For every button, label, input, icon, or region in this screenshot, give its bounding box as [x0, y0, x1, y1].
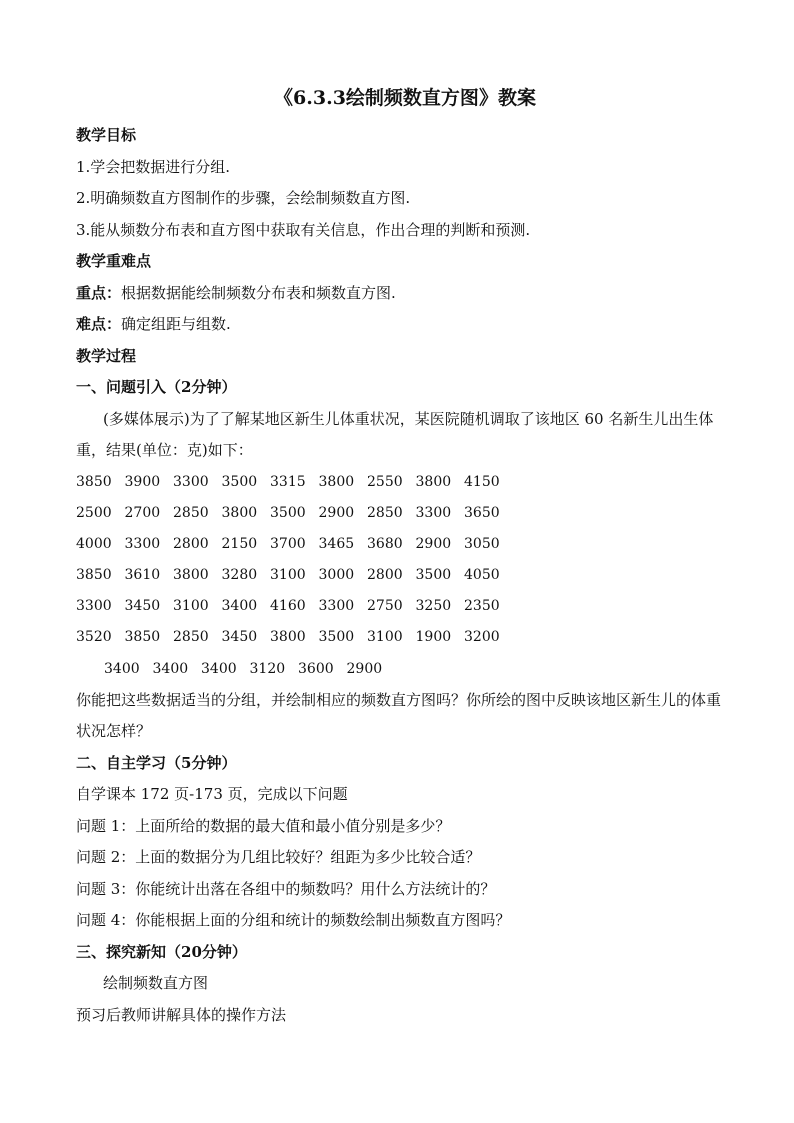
data-cell: 1900: [415, 629, 452, 646]
data-cell: 3900: [124, 473, 161, 490]
data-cell: 3850: [76, 473, 112, 490]
data-cell: 2900: [346, 660, 383, 677]
key-point-text: 根据数据能绘制频数分布表和频数直方图.: [121, 283, 396, 302]
section3-subtitle: 绘制频数直方图: [103, 974, 209, 993]
question-1: 问题 1：上面所给的数据的最大值和最小值分别是多少？: [76, 816, 451, 835]
data-cell: 3120: [249, 660, 286, 677]
data-cell: 3610: [124, 567, 161, 584]
process-heading: 教学过程: [76, 346, 137, 365]
data-cell: 3100: [270, 567, 306, 584]
goals-heading: 教学目标: [76, 126, 137, 144]
data-cell: 3000: [318, 567, 355, 584]
data-cell: 3800: [318, 473, 355, 490]
data-cell: 3700: [270, 535, 306, 552]
difficult-point-text: 确定组距与组数.: [121, 315, 231, 333]
data-cell: 2150: [221, 535, 258, 552]
data-row: [76, 591, 726, 622]
document-page: [76, 84, 726, 1031]
section1-heading: 一、问题引入（2分钟）: [76, 378, 237, 396]
data-cell: 2800: [367, 567, 403, 584]
data-cell: 2550: [367, 473, 403, 490]
data-cell: 2350: [464, 598, 500, 615]
section1-intro: (多媒体展示)为了了解某地区新生儿体重状况，某医院随机调取了该地区 60 名新生儿出生体重，结果(单位：克)如下：: [76, 409, 714, 459]
data-cell: 3500: [415, 567, 452, 584]
goal-item-2: 2.明确频数直方图制作的步骤，会绘制频数直方图.: [76, 189, 411, 207]
data-cell: 2800: [173, 535, 209, 552]
data-cell: 3465: [318, 535, 355, 552]
data-cell: 3300: [415, 504, 452, 521]
data-cell: 2500: [76, 504, 112, 521]
keypoints-heading: 教学重难点: [76, 252, 152, 270]
data-cell: 3250: [415, 598, 452, 615]
difficult-point-line: [76, 309, 726, 341]
data-row: [76, 529, 726, 560]
data-cell: 3850: [76, 567, 112, 584]
data-row: [76, 622, 726, 653]
data-cell: 3400: [104, 660, 140, 677]
data-row: [76, 560, 726, 591]
key-point-line: [76, 278, 726, 310]
data-cell: 2850: [173, 629, 209, 646]
data-cell: 3800: [173, 567, 209, 584]
data-cell: 3400: [221, 598, 258, 615]
difficult-point-label: 难点：: [76, 315, 122, 333]
data-cell: 3800: [415, 473, 452, 490]
data-cell: 3450: [221, 629, 258, 646]
data-cell: 4050: [464, 567, 500, 584]
data-cell: 3680: [367, 535, 403, 552]
section2-heading: 二、自主学习（5分钟）: [76, 753, 237, 772]
data-cell: 4000: [76, 535, 112, 552]
data-cell: 3300: [173, 473, 209, 490]
data-cell: 3500: [221, 473, 258, 490]
section2-intro: 自学课本 172 页-173 页，完成以下问题: [76, 785, 348, 804]
data-cell: 2700: [124, 504, 161, 521]
data-cell: 2850: [367, 504, 403, 521]
data-cell: 3300: [76, 598, 112, 615]
goal-item-3: 3.能从频数分布表和直方图中获取有关信息，作出合理的判断和预测.: [76, 220, 531, 239]
data-cell: 3400: [201, 660, 237, 677]
data-cell: 3100: [173, 598, 209, 615]
goal-item-1: 1.学会把数据进行分组.: [76, 157, 231, 176]
data-cell: 2850: [173, 504, 209, 521]
data-cell: 4150: [464, 473, 500, 490]
data-cell: 3200: [464, 629, 500, 646]
data-cell: 3500: [270, 504, 306, 521]
data-cell: 3650: [464, 504, 500, 521]
data-row: [76, 498, 726, 529]
key-point-label: 重点：: [76, 283, 122, 302]
data-cell: 2750: [367, 598, 403, 615]
data-row: [76, 467, 726, 498]
data-cell: 3450: [124, 598, 161, 615]
data-cell: 2900: [415, 535, 452, 552]
data-cell: 3050: [464, 535, 500, 552]
data-cell: 3600: [298, 660, 334, 677]
data-cell: 3500: [318, 629, 355, 646]
data-cell: 2900: [318, 504, 355, 521]
data-cell: 3800: [270, 629, 306, 646]
birth-weight-data-table: [76, 467, 726, 685]
data-cell: 3315: [270, 473, 306, 490]
document-title: 《6.3.3绘制频数直方图》教案: [274, 87, 536, 109]
section3-text: 预习后教师讲解具体的操作方法: [76, 1005, 287, 1024]
data-cell: 3800: [221, 504, 258, 521]
data-cell: 3520: [76, 629, 112, 646]
data-cell: 3100: [367, 629, 403, 646]
data-cell: 3850: [124, 629, 161, 646]
section1-question: 你能把这些数据适当的分组，并绘制相应的频数直方图吗？你所绘的图中反映该地区新生儿的体重状况怎样？: [76, 690, 722, 741]
question-2: 问题 2：上面的数据分为几组比较好？组距为多少比较合适？: [76, 848, 481, 867]
data-cell: 3400: [152, 660, 189, 677]
question-4: 问题 4：你能根据上面的分组和统计的频数绘制出频数直方图吗？: [76, 911, 511, 930]
data-row-last: [76, 654, 726, 685]
data-cell: 3300: [124, 535, 161, 552]
question-3: 问题 3：你能统计出落在各组中的频数吗？用什么方法统计的？: [76, 879, 496, 898]
data-cell: 3280: [221, 567, 258, 584]
data-cell: 4160: [270, 598, 306, 615]
section3-heading: 三、探究新知（20分钟）: [76, 942, 247, 961]
data-cell: 3300: [318, 598, 355, 615]
